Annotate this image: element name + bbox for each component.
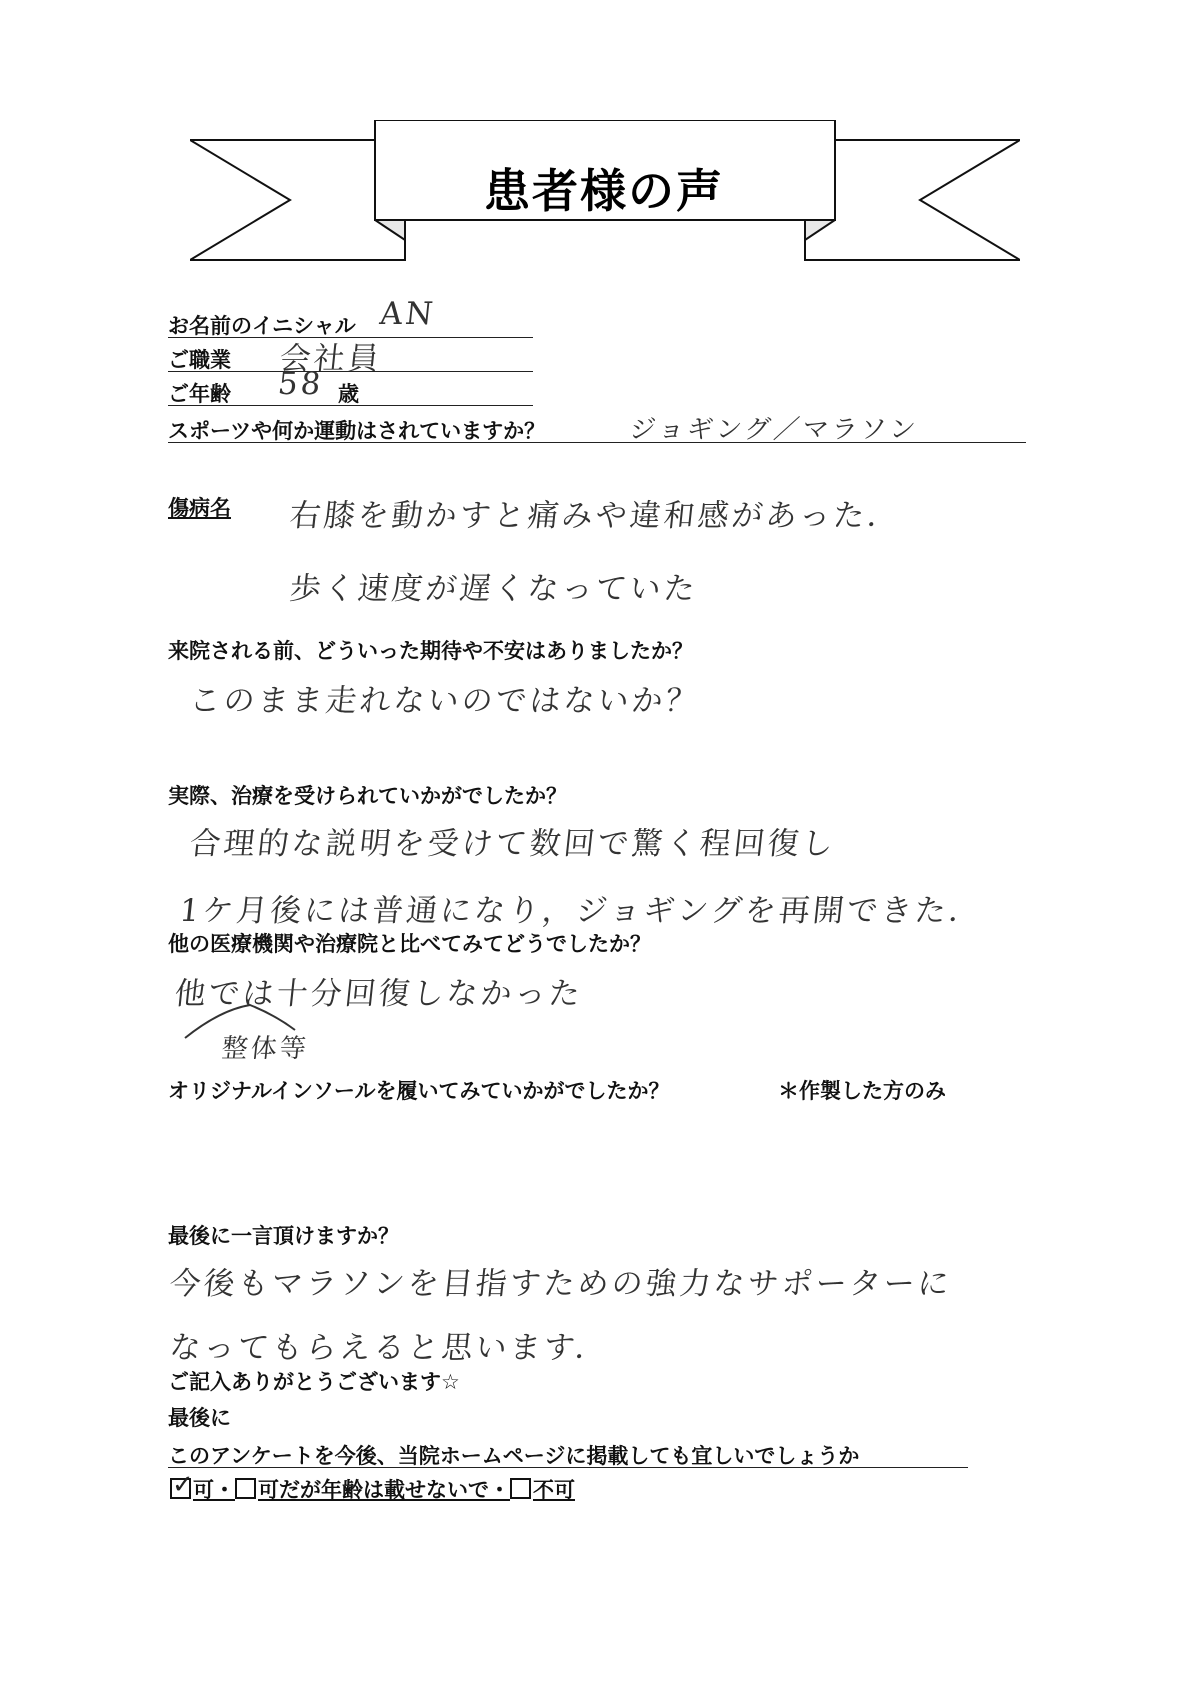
job-value: 会社員 [277,341,384,377]
option-no-label: 不可 [533,1478,575,1502]
last-words-answer-line2: なってもらえると思います． [167,1330,612,1366]
consent-question: このアンケートを今後、当院ホームページに掲載しても宜しいでしょうか [168,1444,860,1468]
last-words-answer-line1: 今後もマラソンを目指すための強力なサポーターに [167,1266,954,1302]
option-no-checkbox[interactable] [510,1478,531,1499]
before-visit-question: 来院される前、どういった期待や不安はありましたか？ [168,639,693,663]
job-label: ご職業 [168,348,231,372]
option-no-age-label: 可だが年齢は載せないで [258,1478,489,1502]
age-unit: 歳 [338,382,359,406]
sports-underline [168,442,1026,443]
initial-value: AN [378,296,438,332]
last-heading: 最後に [168,1406,231,1430]
comparison-question: 他の医療機関や治療院と比べてみてどうでしたか？ [168,932,651,956]
thanks-text: ご記入ありがとうございます☆ [168,1370,460,1394]
insole-note: ＊作製した方のみ [778,1079,946,1103]
option-yes-checkbox[interactable] [170,1478,191,1499]
option-no-age-checkbox[interactable] [235,1478,256,1499]
injury-answer-line2: 歩く速度が遅くなっていた [287,571,700,607]
sports-label: スポーツや何か運動はされていますか？ [168,419,546,443]
treatment-question: 実際、治療を受けられていかがでしたか？ [168,784,567,808]
option-separator: ・ [214,1478,235,1502]
consent-underline [168,1467,968,1468]
age-underline [168,405,533,406]
comparison-answer: 他では十分回復しなかった [172,976,585,1012]
option-separator: ・ [489,1478,510,1502]
last-words-question: 最後に一言頂けますか？ [168,1224,399,1248]
job-underline [168,371,533,372]
injury-label: 傷病名 [168,496,231,520]
consent-options [170,1474,575,1504]
before-visit-answer: このまま走れないのではないか？ [187,683,702,719]
comparison-note: 整体等 [220,1034,311,1064]
page-title: 患者様の声 [484,164,724,218]
treatment-answer-line2: 1ケ月後には普通になり，ジョギングを再開できた． [177,893,985,929]
treatment-answer-line1: 合理的な説明を受けて数回で驚く程回復し [187,826,838,862]
age-value: 58 [276,366,326,402]
age-label: ご年齢 [168,382,231,406]
option-yes-label: 可 [193,1478,214,1502]
initial-label: お名前のイニシャル [168,314,356,338]
insole-question: オリジナルインソールを履いてみていかがでしたか？ [168,1079,670,1103]
sports-value: ジョギング／マラソン [628,415,921,445]
injury-answer-line1: 右膝を動かすと痛みや違和感があった． [287,498,904,534]
